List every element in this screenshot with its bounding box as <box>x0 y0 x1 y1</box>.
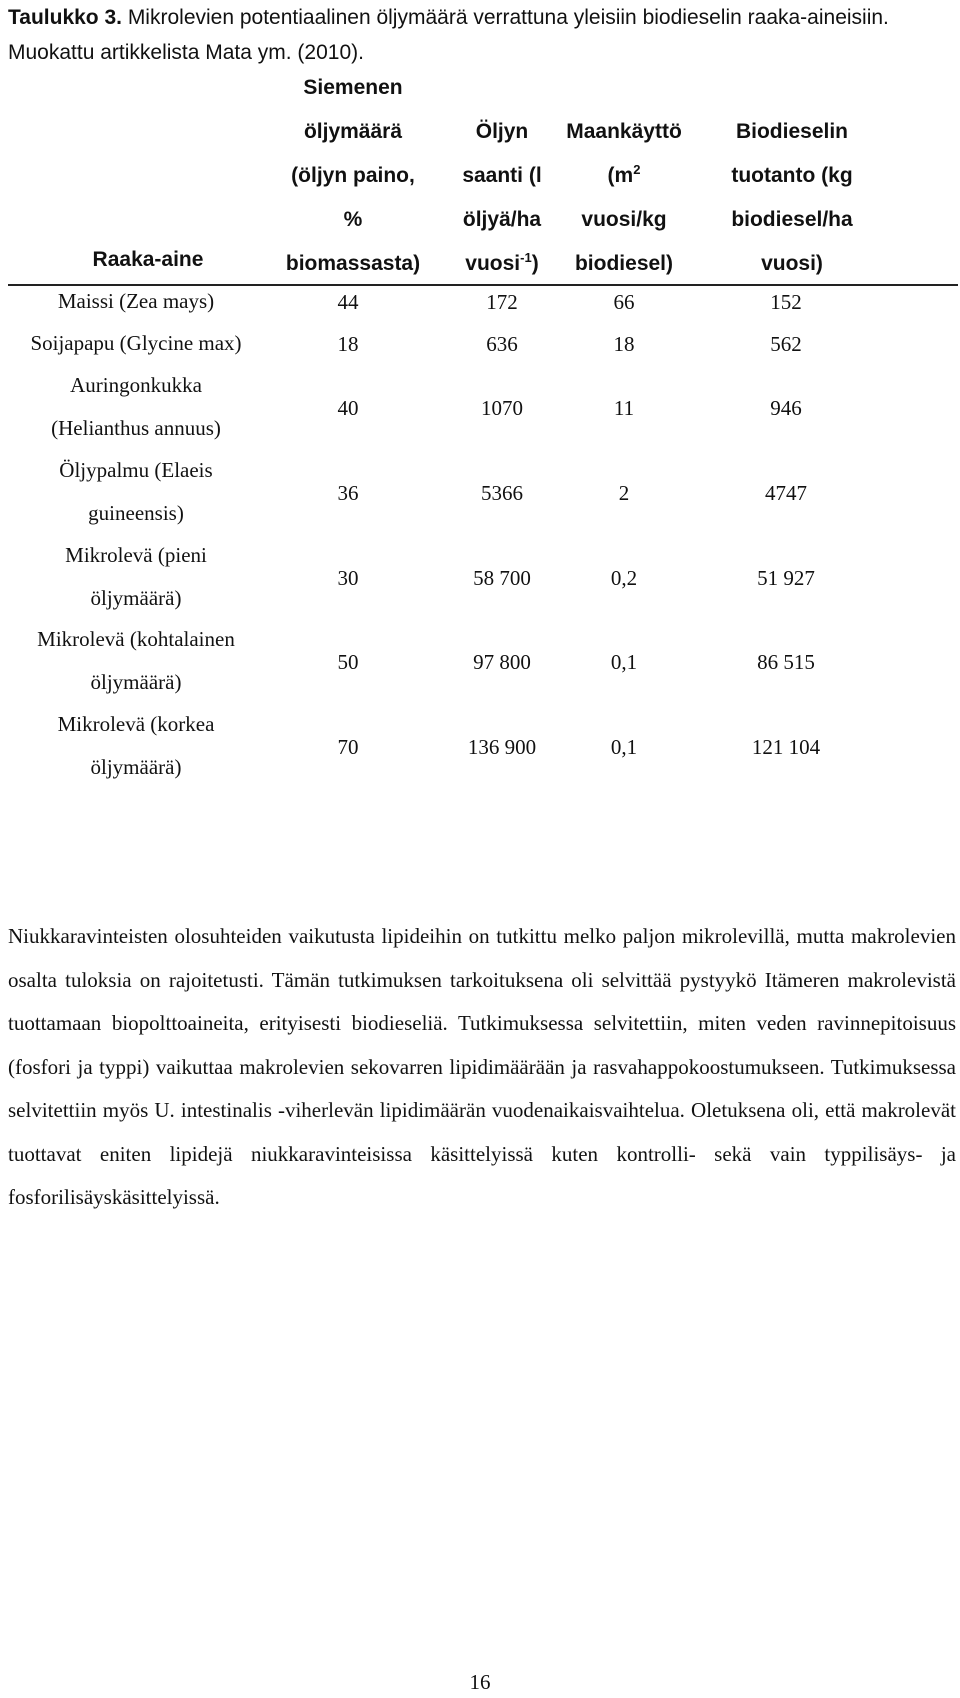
cell-oil-content: 50 <box>337 650 359 674</box>
header-line: (öljyn paino, <box>291 164 415 187</box>
table-caption <box>8 0 952 70</box>
cell-land-use: 0,1 <box>610 650 638 674</box>
header-line: Siemenen <box>303 76 403 99</box>
header-line: saanti (l <box>462 164 542 187</box>
header-line: vuosi) <box>761 252 823 275</box>
header-line: Maankäyttö <box>566 120 682 143</box>
cell-oil-yield: 97 800 <box>473 650 531 674</box>
row-name-line: Öljypalmu (Elaeis <box>59 458 213 482</box>
header-line: Öljyn <box>475 120 529 143</box>
header-biodiesel <box>731 110 852 286</box>
row-name-line: Mikrolevä (korkea <box>57 712 215 736</box>
cell-oil-content: 40 <box>337 396 359 420</box>
header-line: öljymäärä <box>303 120 403 143</box>
header-land-use <box>566 110 682 286</box>
page-number: 16 <box>469 1670 491 1694</box>
header-line-sup <box>566 154 682 198</box>
row-name: Soijapapu (Glycine max) <box>30 331 242 355</box>
caption-text: Mikrolevien potentiaalinen öljymäärä verrattuna yleisiin biodieselin raaka-aineisiin. Muokattu artikkelista Mata ym. (2010). <box>8 6 889 64</box>
cell-biodiesel: 121 104 <box>751 735 821 759</box>
header-sup: 2 <box>633 162 641 177</box>
header-line: tuotanto (kg <box>731 164 853 187</box>
header-line: Raaka-aine <box>92 248 204 271</box>
header-base: (m <box>607 164 634 187</box>
row-name-line: öljymäärä) <box>90 755 182 779</box>
cell-oil-yield: 136 900 <box>467 735 537 759</box>
row-name-line: öljymäärä) <box>90 670 182 694</box>
cell-oil-yield: 636 <box>486 332 518 356</box>
header-line: öljyä/ha <box>462 208 542 231</box>
header-line: Biodieselin <box>735 120 849 143</box>
cell-land-use: 2 <box>618 481 630 505</box>
cell-land-use: 0,1 <box>610 735 638 759</box>
row-name-line: guineensis) <box>88 501 184 525</box>
caption-label: Taulukko 3. <box>8 6 122 29</box>
row-name-line: Mikrolevä (kohtalainen <box>37 627 235 651</box>
row-name-line: Mikrolevä (pieni <box>65 543 207 567</box>
row-name <box>0 618 276 704</box>
cell-oil-yield: 5366 <box>481 481 523 505</box>
header-line-sup <box>462 242 541 286</box>
cell-oil-content: 70 <box>337 735 359 759</box>
header-line: vuosi/kg <box>581 208 667 231</box>
cell-oil-yield: 58 700 <box>473 566 531 590</box>
row-name <box>0 364 276 450</box>
cell-oil-content: 18 <box>337 332 359 356</box>
cell-oil-yield: 172 <box>486 290 518 314</box>
cell-biodiesel: 562 <box>770 332 802 356</box>
header-base: vuosi <box>465 252 521 275</box>
cell-biodiesel: 4747 <box>765 481 807 505</box>
header-line: biomassasta) <box>285 252 421 275</box>
header-line: biodiesel) <box>574 252 674 275</box>
row-name-line: öljymäärä) <box>90 586 182 610</box>
body-paragraph: Niukkaravinteisten olosuhteiden vaikutusta lipideihin on tutkittu melko paljon mikrolevillä, mutta makrolevien osalta tuloksia on rajoitetusti. Tämän tutkimuksen tarkoituksena oli selvittää pystyykö Itämeren makrolevistä tuottamaan biopolttoaineita, erityisesti biodieseliä. Tutkimuksessa selvitettiin, miten veden ravinnepitoisuus (fosfori ja typpi) vaikuttaa makrolevien sekovarren lipidimäärään ja rasvahappokoostumukseen. Tutkimuksessa selvitettiin myös U. intestinalis -viherlevän lipidimäärän vuodenaikaisvaihtelua. Oletuksena oli, että makrolevät tuottavat eniten lipidejä niukkaravinteisissa käsittelyissä kuten kontrolli- sekä vain typpilisäys- ja fosforilisäyskäsittelyissä. <box>8 924 956 1209</box>
cell-land-use: 66 <box>613 290 635 314</box>
row-name <box>0 534 276 620</box>
cell-oil-content: 44 <box>337 290 359 314</box>
cell-land-use: 11 <box>613 396 635 420</box>
header-line: % <box>343 208 363 231</box>
row-name: Maissi (Zea mays) <box>57 289 215 313</box>
cell-biodiesel: 946 <box>770 396 802 420</box>
cell-land-use: 0,2 <box>610 566 638 590</box>
cell-oil-yield: 1070 <box>481 396 523 420</box>
cell-biodiesel: 152 <box>770 290 802 314</box>
header-oil-yield <box>462 110 541 286</box>
row-name-line: Auringonkukka <box>70 373 202 397</box>
header-tail: ) <box>531 252 539 275</box>
cell-oil-content: 36 <box>337 481 359 505</box>
header-raaka-aine <box>93 238 204 282</box>
header-sup: -1 <box>520 250 532 265</box>
cell-biodiesel: 51 927 <box>757 566 815 590</box>
row-name <box>0 449 276 535</box>
row-name-line: (Helianthus annuus) <box>51 416 221 440</box>
cell-oil-content: 30 <box>337 566 359 590</box>
header-oil-content <box>286 66 420 286</box>
cell-biodiesel: 86 515 <box>757 650 815 674</box>
row-name <box>0 703 276 789</box>
header-line: biodiesel/ha <box>731 208 853 231</box>
cell-land-use: 18 <box>613 332 635 356</box>
